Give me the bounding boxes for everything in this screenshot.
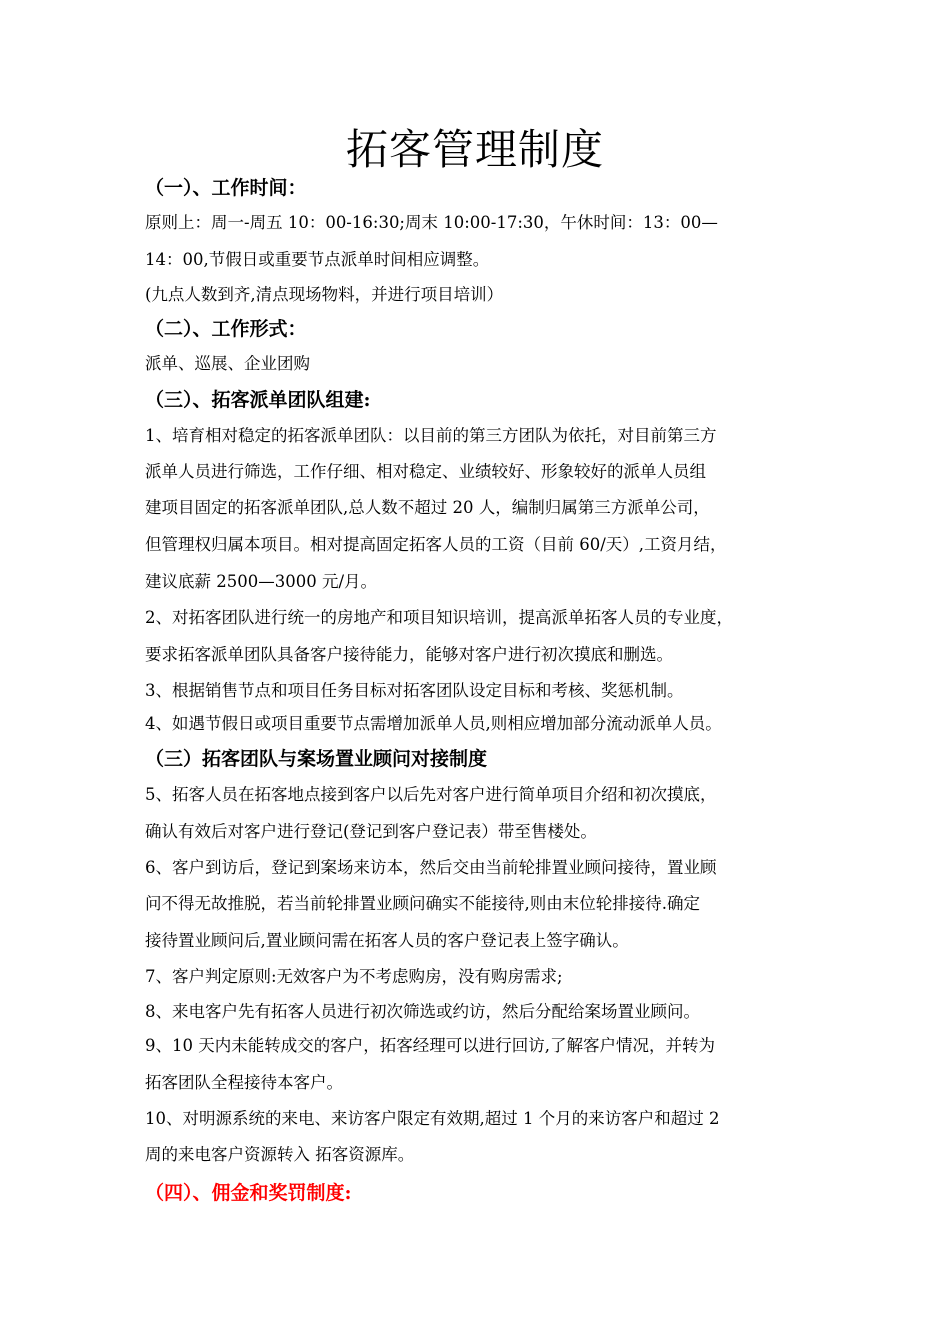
paragraph-line: 确认有效后对客户进行登记(登记到客户登记表）带至售楼处。 [145, 822, 597, 841]
page-title: 拓客管理制度 [345, 125, 604, 174]
paragraph-line: 建议底薪 2500—3000 元/月。 [145, 572, 378, 591]
section-heading-team-building: （三）、拓客派单团队组建: [145, 389, 371, 411]
section-heading-work-time: （一）、工作时间： [145, 177, 307, 199]
paragraph-line: 14：00,节假日或重要节点派单时间相应调整。 [145, 250, 490, 269]
paragraph-line: 但管理权归属本项目。相对提高固定拓客人员的工资（目前 60/天）,工资月结， [145, 535, 727, 554]
paragraph-line: 10、对明源系统的来电、来访客户限定有效期,超过 1 个月的来访客户和超过 2 [145, 1109, 720, 1128]
paragraph-line: 拓客团队全程接待本客户。 [145, 1073, 343, 1092]
paragraph-line: (九点人数到齐,清点现场物料，并进行项目培训） [145, 285, 504, 304]
paragraph-line: 9、10 天内未能转成交的客户，拓客经理可以进行回访,了解客户情况，并转为 [145, 1036, 715, 1055]
paragraph-line: 7、客户判定原则:无效客户为不考虑购房，没有购房需求; [145, 967, 563, 986]
paragraph-line: 接待置业顾问后,置业顾问需在拓客人员的客户登记表上签字确认。 [145, 931, 629, 950]
paragraph-line: 要求拓客派单团队具备客户接待能力，能够对客户进行初次摸底和删选。 [145, 645, 673, 664]
paragraph-line: 6、客户到访后，登记到案场来访本，然后交由当前轮排置业顾问接待，置业顾 [145, 858, 717, 877]
paragraph-line: 8、来电客户先有拓客人员进行初次筛选或约访，然后分配给案场置业顾问。 [145, 1002, 700, 1021]
paragraph-line: 1、培育相对稳定的拓客派单团队：以目前的第三方团队为依托，对目前第三方 [145, 426, 717, 445]
paragraph-line: 派单、巡展、企业团购 [145, 354, 310, 373]
paragraph-line: 问不得无故推脱，若当前轮排置业顾问确实不能接待,则由末位轮排接待.确定 [145, 894, 700, 913]
paragraph-line: 3、根据销售节点和项目任务目标对拓客团队设定目标和考核、奖惩机制。 [145, 681, 684, 700]
paragraph-line: 原则上：周一-周五 10：00-16:30;周末 10:00-17:30，午休时间：13：00— [145, 213, 718, 232]
paragraph-line: 2、对拓客团队进行统一的房地产和项目知识培训，提高派单拓客人员的专业度， [145, 608, 733, 627]
section-heading-docking-system: （三）拓客团队与案场置业顾问对接制度 [145, 748, 488, 770]
paragraph-line: 建项目固定的拓客派单团队,总人数不超过 20 人，编制归属第三方派单公司， [145, 498, 710, 517]
paragraph-line: 周的来电客户资源转入 拓客资源库。 [145, 1145, 415, 1164]
section-heading-commission: （四）、佣金和奖罚制度: [145, 1182, 352, 1204]
paragraph-line: 5、拓客人员在拓客地点接到客户以后先对客户进行简单项目介绍和初次摸底， [145, 785, 717, 804]
section-heading-work-form: （二）、工作形式： [145, 318, 307, 340]
paragraph-line: 派单人员进行筛选，工作仔细、相对稳定、业绩较好、形象较好的派单人员组 [145, 462, 706, 481]
paragraph-line: 4、如遇节假日或项目重要节点需增加派单人员,则相应增加部分流动派单人员。 [145, 714, 722, 733]
